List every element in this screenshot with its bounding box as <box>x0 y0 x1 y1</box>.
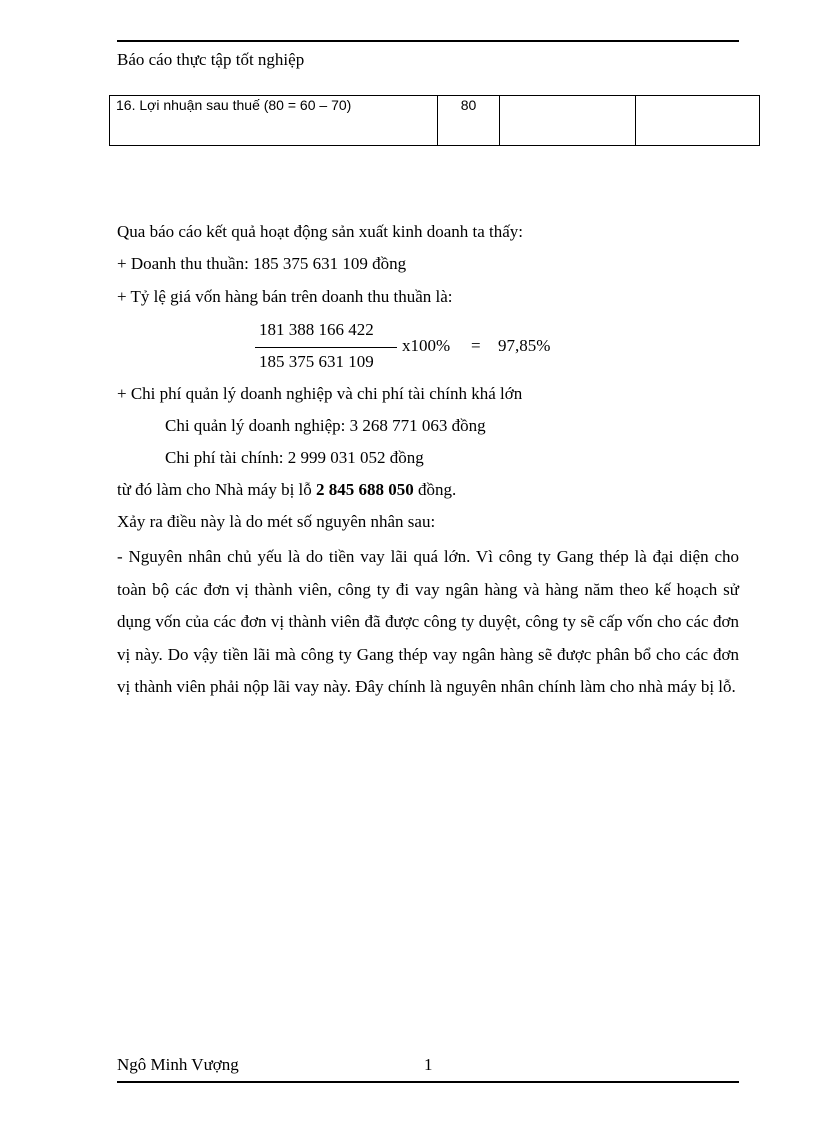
footer-rule <box>117 1081 739 1083</box>
finance-cost-line: Chi phí tài chính: 2 999 031 052 đồng <box>165 448 424 467</box>
causes-intro-line: Xảy ra điều này là do mét số nguyên nhân sau: <box>117 512 436 531</box>
profit-table <box>109 95 760 146</box>
loss-suffix: đồng. <box>413 480 457 499</box>
intro-line: Qua báo cáo kết quả hoạt động sản xuất kinh doanh ta thấy: <box>117 222 523 241</box>
footer-author: Ngô Minh Vượng <box>117 1055 239 1074</box>
formula-numerator: 181 388 166 422 <box>259 320 374 339</box>
formula-equals: = <box>471 336 481 355</box>
ratio-intro-line: + Tỷ lệ giá vốn hàng bán trên doanh thu thuần là: <box>117 287 453 306</box>
cause-paragraph: - Nguyên nhân chủ yếu là do tiền vay lãi quá lớn. Vì công ty Gang thép là đại diện cho toàn bộ các đơn vị thành viên, công ty đi vay ngân hàng và hàng năm theo kế hoạch sử dụng vốn của các đơn vị thành viên đã được công ty duyệt, công ty sẽ cấp vốn cho các đơn vị này. Do vậy tiền lãi mà công ty Gang thép vay ngân hàng sẽ được phân bổ cho các đơn vị thành viên phải nộp lãi vay này. Đây chính là nguyên nhân chính làm cho nhà máy bị lỗ. <box>117 547 739 697</box>
empty-cell-3 <box>500 96 636 146</box>
loss-line <box>117 480 456 500</box>
formula-multiplier: x100% <box>402 336 451 355</box>
costs-intro-line: + Chi phí quản lý doanh nghiệp và chi phí tài chính khá lớn <box>117 384 523 403</box>
formula-denominator: 185 375 631 109 <box>259 352 374 371</box>
admin-cost-line: Chi quản lý doanh nghiệp: 3 268 771 063 đồng <box>165 416 486 435</box>
fraction-bar <box>255 347 397 348</box>
revenue-line: + Doanh thu thuần: 185 375 631 109 đồng <box>117 254 407 273</box>
loss-amount: 2 845 688 050 <box>316 480 414 499</box>
header-rule <box>117 40 739 42</box>
profit-label-cell: 16. Lợi nhuận sau thuế (80 = 60 – 70) <box>110 96 438 146</box>
page-number: 1 <box>424 1055 433 1074</box>
profit-code-cell: 80 <box>438 96 500 146</box>
formula-result: 97,85% <box>498 336 551 355</box>
header-title: Báo cáo thực tập tốt nghiệp <box>117 50 305 69</box>
empty-cell-4 <box>636 96 760 146</box>
table-row <box>110 96 760 146</box>
loss-prefix: từ đó làm cho Nhà máy bị lỗ <box>117 480 317 499</box>
